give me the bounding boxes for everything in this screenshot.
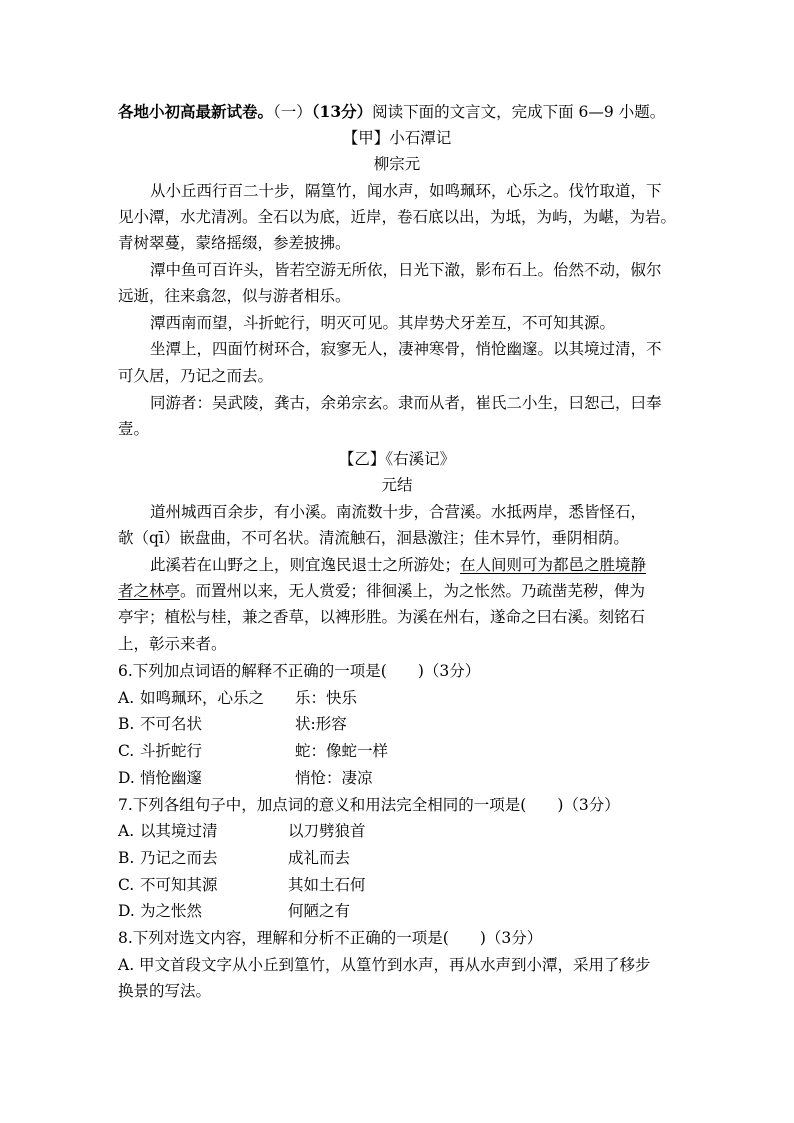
q7-option-c-phrase: 不可知其源 [140,876,218,894]
passage-b-p2-line4: 上，彰示来者。 [118,635,227,653]
q7-option-c-gloss: 其如土石何 [288,876,366,894]
passage-a-p4-line2: 可久居，乃记之而去。 [118,367,274,385]
passage-b-title: 【乙】《右溪记》 [338,450,456,468]
q7-option-b-phrase: 乃记之而去 [140,849,218,867]
q8-stem: 8.下列对选文内容，理解和分析不正确的一项是( )（3分） [118,929,543,947]
q6-option-a-gloss: 乐：快乐 [295,689,358,707]
q6-option-a-phrase: 如鸣珮环，心乐之 [140,689,265,707]
intro-score: （13分） [311,102,373,121]
intro-text: 阅读下面的文言文，完成下面 6—9 小题。 [372,103,666,121]
q7-option-a-gloss: 以刀劈狼首 [288,822,366,840]
q7-option-b-label: B. [118,849,135,867]
q7-option-a-label: A. [118,822,135,840]
passage-a-p1-line3: 青树翠蔓，蒙络摇缀，参差披拂。 [118,234,351,252]
q8-option-a-line1: A. 甲文首段文字从小丘到篁竹，从篁竹到水声，再从水声到小潭，采用了移步 [118,956,651,974]
intro-section: （一） [273,103,312,121]
passage-a-p5-line1: 同游者：吴武陵，龚古，余弟宗玄。隶而从者，崔氏二小生，曰恕己，曰奉 [150,394,662,412]
passage-a-p1-line1: 从小丘西行百二十步，隔篁竹，闻水声，如鸣珮环，心乐之。伐竹取道，下 [150,182,662,200]
passage-b-p2-line3: 亭宇；植松与桂，兼之香草，以裨形胜。为溪在州右，遂命之曰右溪。刻铭石 [118,608,646,626]
q6-option-d-label: D. [118,769,135,787]
q6-option-d-phrase: 悄怆幽邃 [140,769,203,787]
passage-a-author: 柳宗元 [373,155,421,173]
passage-b-p2-line2 [118,580,645,602]
q6-option-b-gloss: 状:形容 [295,715,347,733]
passage-b-p2-line1 [150,554,646,576]
q6-option-d-gloss: 悄怆：凄凉 [295,769,373,787]
passage-a-p5-line2: 壹。 [118,420,150,438]
q7-option-d-gloss: 何陋之有 [288,902,351,920]
q6-option-c-gloss: 蛇：像蛇一样 [295,742,389,760]
q6-option-c-label: C. [118,742,135,760]
passage-b-p2-line1-plain: 此溪若在山野之上，则宜逸民退士之所游处； [150,556,461,574]
q6-option-b-phrase: 不可名状 [140,715,203,733]
passage-a-title: 【甲】小石潭记 [342,129,452,147]
q7-option-d-label: D. [118,902,135,920]
passage-b-p1-line2: 欹（qī）嵌盘曲，不可名状。清流触石，洄悬激注；佳木异竹，垂阴相荫。 [118,529,629,547]
passage-a-p1-line2: 见小潭，水尤清冽。全石以为底，近岸，卷石底以出，为坻，为屿，为嵁，为岩。 [118,208,677,226]
q7-stem: 7.下列各组句子中，加点词的意义和用法完全相同的一项是( )（3分） [118,796,620,814]
passage-b-p2-line2-underlined: 者之林亭 [118,582,181,600]
passage-b-author: 元结 [381,476,413,494]
q6-option-c-phrase: 斗折蛇行 [140,742,203,760]
q7-option-c-label: C. [118,876,135,894]
intro-line [118,101,665,123]
passage-b-p2-line2-plain: 。而置州以来，无人赏爱；徘徊溪上，为之怅然。乃疏凿芜秽，俾为 [180,582,646,600]
q7-option-a-phrase: 以其境过清 [140,822,218,840]
q7-option-d-phrase: 为之怅然 [140,902,203,920]
passage-b-p1-line1: 道州城西百余步，有小溪。南流数十步，合营溪。水抵两岸，悉皆怪石， [150,503,647,521]
passage-a-p3-line1: 潭西南而望，斗折蛇行，明灭可见。其岸势犬牙差互，不可知其源。 [150,314,616,332]
passage-a-p4-line1: 坐潭上，四面竹树环合，寂寥无人，凄神寒骨，悄怆幽邃。以其境过清，不 [150,340,662,358]
intro-prefix: 各地小初高最新试卷。 [118,102,274,121]
passage-a-p2-line1: 潭中鱼可百许头，皆若空游无所依，日光下澈，影布石上。佁然不动，俶尔 [150,261,662,279]
q6-option-b-label: B. [118,715,135,733]
q6-stem: 6.下列加点词语的解释不正确的一项是( )（3分） [118,662,481,680]
q6-option-a-label: A. [118,689,135,707]
passage-a-p2-line2: 远逝，往来翕忽，似与游者相乐。 [118,287,351,305]
q8-option-a-line2: 换景的写法。 [118,982,212,1000]
passage-b-p2-line1-underlined: 在人间则可为都邑之胜境静 [460,556,647,574]
q7-option-b-gloss: 成礼而去 [288,849,351,867]
